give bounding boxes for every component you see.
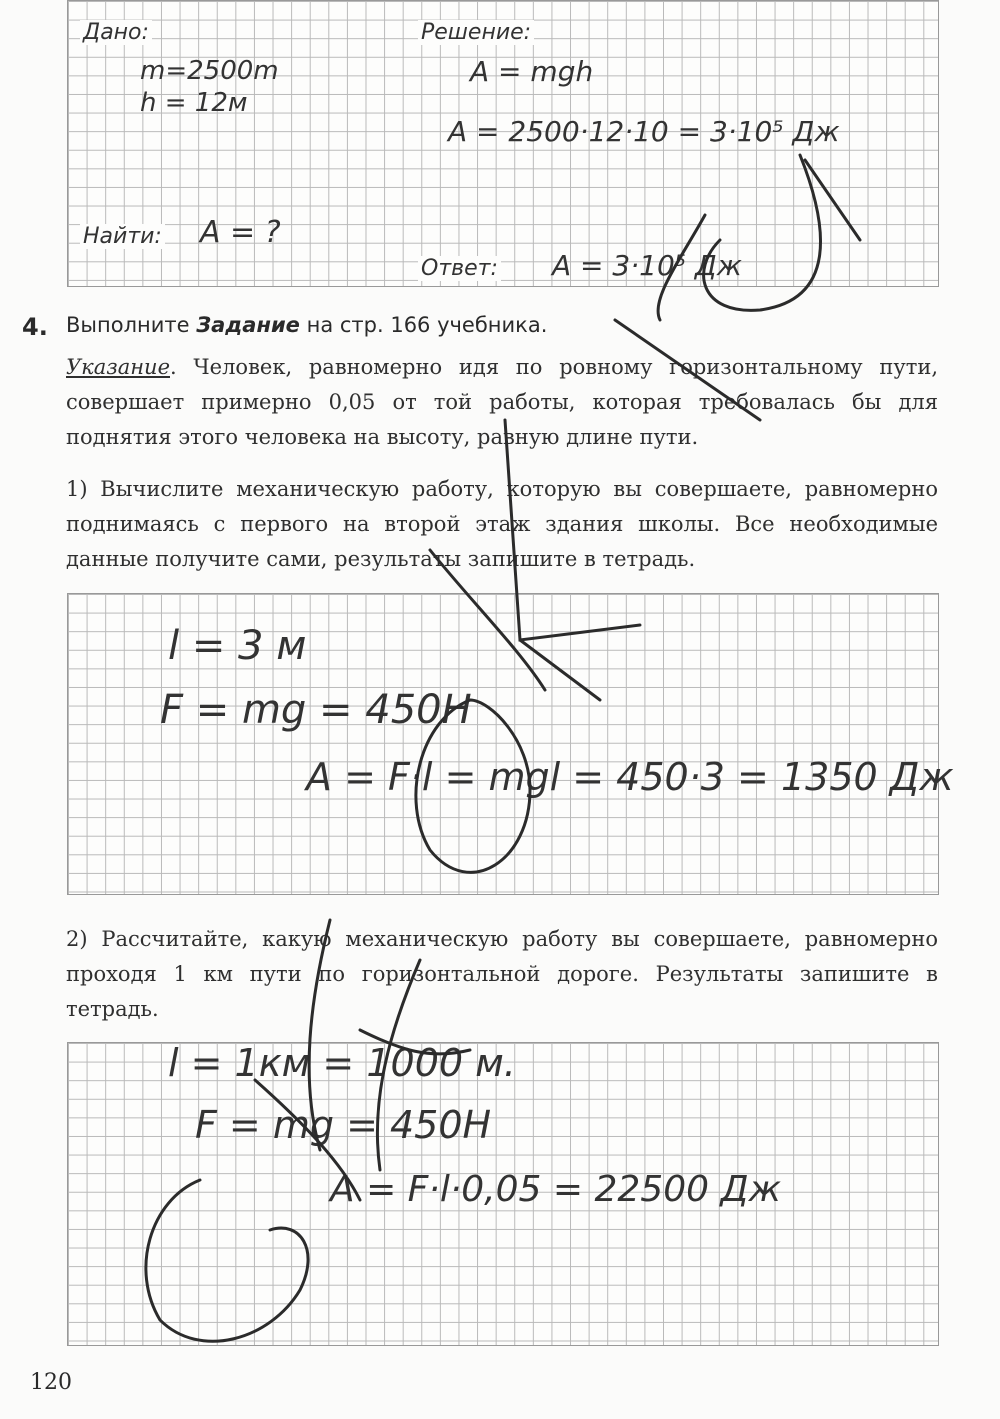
page-number: 120 [30, 1370, 72, 1395]
answer-value: A = 3·10⁵ Дж [552, 249, 742, 282]
given-height: h = 12м [140, 88, 248, 118]
solution-formula: A = mgh [470, 55, 594, 88]
solution-calc: A = 2500·12·10 = 3·10⁵ Дж [448, 115, 840, 148]
task-hint: Указание. Человек, равномерно идя по ровному горизонтальному пути, совершает примерно 0,05 от той работы, которая требовалась бы для поднятия этого человека на высоту, равную длине пути. [66, 355, 938, 449]
solution-label: Решение: [418, 20, 534, 45]
given-mass: m=2500m [140, 56, 279, 86]
q2-answer-length: l = 1км = 1000 м. [168, 1041, 516, 1085]
find-label: Найти: [80, 224, 165, 249]
q1-answer-force: F = mg = 450Н [160, 687, 472, 733]
question-2: 2) Рассчитайте, какую механическую работу вы совершаете, равномерно проходя 1 км пути по горизонтальной дороге. Результаты запишите в тетрадь. [66, 927, 938, 1021]
q2-answer-force: F = mg = 450Н [195, 1103, 492, 1147]
find-value: A = ? [200, 215, 281, 250]
question-1: 1) Вычислите механическую работу, которую вы совершаете, равномерно поднимаясь с первого на второй этаж здания школы. Все необходимые данные получите сами, результаты запишите в тетрадь. [66, 477, 938, 571]
given-label: Дано: [80, 20, 152, 45]
q2-answer-work: A = F·l·0,05 = 22500 Дж [330, 1169, 782, 1210]
answer-label: Ответ: [418, 256, 501, 281]
q1-answer-work: A = F·l = mgl = 450·3 = 1350 Дж [306, 755, 954, 799]
task-number: 4. [22, 313, 48, 341]
q1-answer-length: l = 3 м [168, 623, 307, 669]
task-intro: Выполните Задание на стр. 166 учебника. [66, 313, 548, 337]
